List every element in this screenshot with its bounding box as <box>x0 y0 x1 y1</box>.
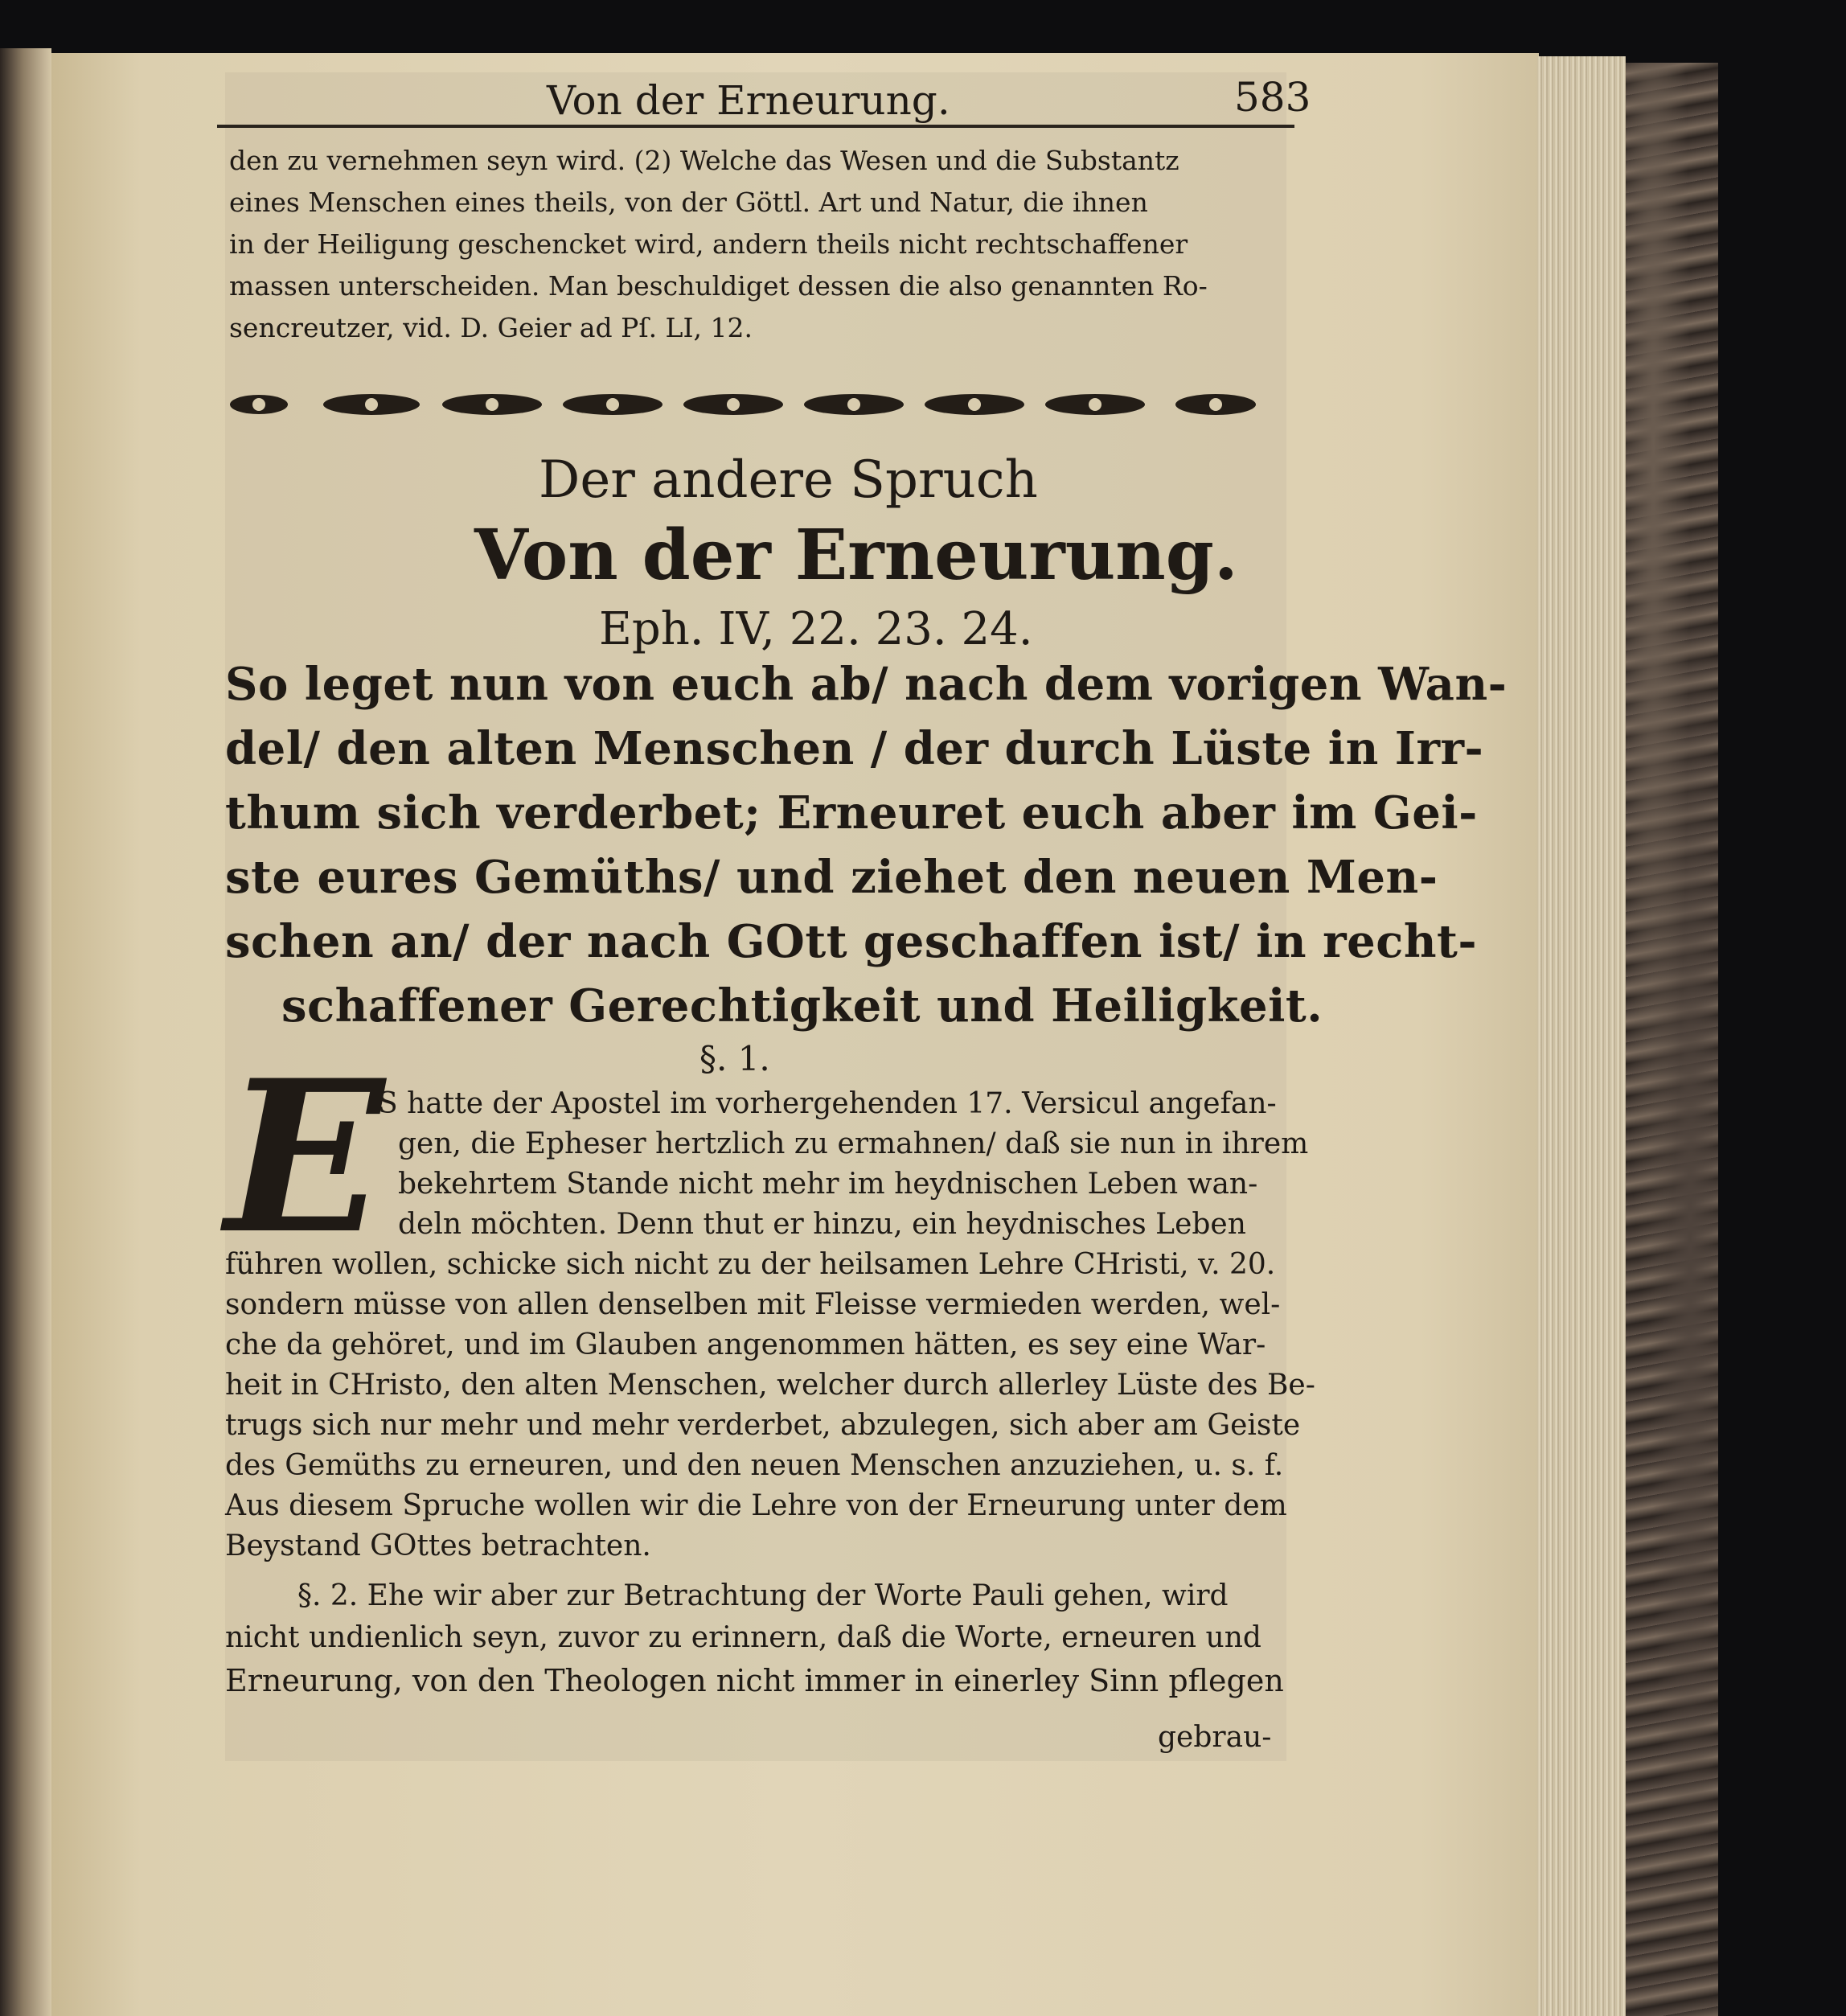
catchword: gebrau- <box>1158 1721 1272 1754</box>
body-line: des Gemüths zu erneuren, und den neuen Menschen anzuziehen, u. s. f. <box>225 1449 1284 1482</box>
heading-line-1: Der andere Spruch <box>539 450 1038 510</box>
ornament-piece <box>1175 394 1256 415</box>
ornament-piece <box>442 394 542 415</box>
ornament-piece <box>230 395 288 414</box>
section-mark: §. 1. <box>699 1039 770 1078</box>
ornament-piece <box>683 394 783 415</box>
ornament-piece <box>804 394 904 415</box>
verse-line: schen an/ der nach GOtt geschaffen ist/ in recht- <box>225 915 1478 968</box>
footnote-line: sencreutzer, vid. D. Geier ad Pſ. LI, 12. <box>229 312 753 343</box>
body-line: deln möchten. Denn thut er hinzu, ein heydnisches Leben <box>398 1208 1246 1241</box>
footnote-line: den zu vernehmen seyn wird. (2) Welche das Wesen und die Substantz <box>229 145 1179 176</box>
marbled-cover <box>1626 63 1718 2016</box>
footnote-line: massen unterscheiden. Man beschuldiget dessen die also genannten Ro- <box>229 270 1208 302</box>
dropcap-initial: E <box>225 1035 385 1280</box>
body-line: nicht undienlich seyn, zuvor zu erinnern, daß die Worte, erneuren und <box>225 1621 1261 1654</box>
body-line: gen, die Epheser hertzlich zu ermahnen/ daß sie nun in ihrem <box>398 1127 1309 1160</box>
bible-reference: Eph. IV, 22. 23. 24. <box>599 603 1033 655</box>
verse-line: thum sich verderbet; Erneuret euch aber im Gei- <box>225 786 1478 840</box>
body-line: che da gehöret, und im Glauben angenommen hätten, es sey eine War- <box>225 1328 1266 1361</box>
ornament-piece <box>563 394 663 415</box>
ornament-piece <box>1045 394 1145 415</box>
header-rule <box>217 125 1294 128</box>
body-line: S hatte der Apostel im vorhergehenden 17. Versicul angefan- <box>378 1087 1277 1120</box>
body-line: §. 2. Ehe wir aber zur Betrachtung der Worte Pauli gehen, wird <box>297 1579 1229 1612</box>
verse-line: del/ den alten Menschen / der durch Lüste in Irr- <box>225 722 1484 775</box>
body-line: sondern müsse von allen denselben mit Fleisse vermieden werden, wel- <box>225 1288 1281 1321</box>
body-line: Erneurung, von den Theologen nicht immer in einerley Sinn pflegen <box>225 1663 1284 1698</box>
ornament-piece <box>925 394 1024 415</box>
running-title: Von der Erneurung. <box>547 77 950 124</box>
verse-line: schaffener Gerechtigkeit und Heiligkeit. <box>281 979 1323 1033</box>
heading-line-2: Von der Erneurung. <box>474 515 1238 596</box>
verse-line: ste eures Gemüths/ und ziehet den neuen Men- <box>225 851 1438 904</box>
body-line: Beystand GOttes betrachten. <box>225 1529 651 1562</box>
ornament-piece <box>323 394 420 415</box>
ornament-band <box>227 384 1272 425</box>
body-line: bekehrtem Stande nicht mehr im heydnischen Leben wan- <box>398 1168 1258 1201</box>
body-line: heit in CHristo, den alten Menschen, welcher durch allerley Lüste des Be- <box>225 1369 1315 1402</box>
footnote-line: in der Heiligung geschencket wird, andern theils nicht rechtschaffener <box>229 228 1188 260</box>
verse-line: So leget nun von euch ab/ nach dem vorigen Wan- <box>225 658 1508 711</box>
body-line: trugs sich nur mehr und mehr verderbet, abzulegen, sich aber am Geiste <box>225 1409 1301 1442</box>
facing-page-edge <box>0 48 51 2016</box>
body-line: Aus diesem Spruche wollen wir die Lehre von der Erneurung unter dem <box>225 1489 1287 1522</box>
page-number: 583 <box>1234 74 1311 121</box>
page-block-edges <box>1537 56 1626 2016</box>
footnote-line: eines Menschen eines theils, von der Göttl. Art und Natur, die ihnen <box>229 187 1148 218</box>
body-line: führen wollen, schicke sich nicht zu der heilsamen Lehre CHristi, v. 20. <box>225 1248 1276 1281</box>
